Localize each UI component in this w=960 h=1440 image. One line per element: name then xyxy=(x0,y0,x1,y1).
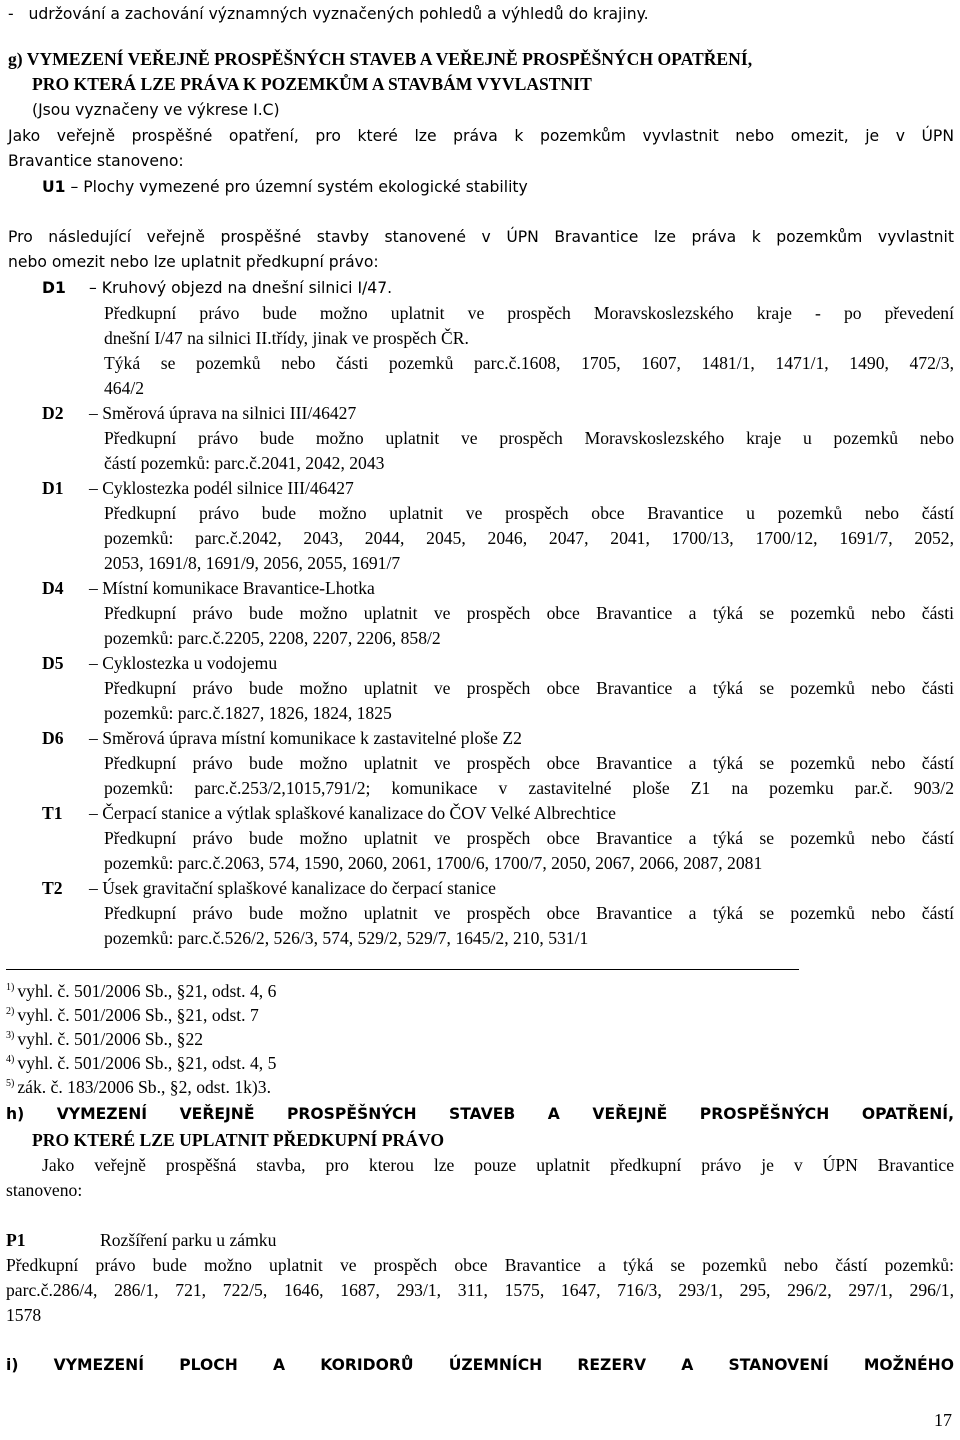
item-header xyxy=(42,651,277,675)
item-line: Předkupní právo bude možno uplatnit ve prospěch obce Bravantice a týká se pozemků nebo části xyxy=(104,678,954,698)
p1-header xyxy=(6,1228,276,1252)
item-header xyxy=(42,476,354,500)
item-code: T2 xyxy=(42,878,63,898)
item-title: – Směrová úprava místní komunikace k zastavitelné ploše Z2 xyxy=(89,728,522,748)
footnote-text: vyhl. č. 501/2006 Sb., §21, odst. 4, 5 xyxy=(17,1053,277,1073)
footnote-text: vyhl. č. 501/2006 Sb., §21, odst. 4, 6 xyxy=(17,981,277,1001)
item-code: T1 xyxy=(42,803,63,823)
item-line: pozemků: parc.č.2205, 2208, 2207, 2206, 858/2 xyxy=(104,628,441,648)
footnote-text: vyhl. č. 501/2006 Sb., §21, odst. 7 xyxy=(17,1005,259,1025)
u1-code: U1 xyxy=(42,178,66,196)
item-line: pozemků: parc.č.526/2, 526/3, 574, 529/2, 529/7, 1645/2, 210, 531/1 xyxy=(104,928,589,948)
p1-line3: 1578 xyxy=(6,1305,42,1325)
section-h-para-line2: stanoveno: xyxy=(6,1180,83,1200)
item-header xyxy=(42,276,392,300)
item-line: pozemků: parc.č.253/2,1015,791/2; komunikace v zastavitelné ploše Z1 na pozemku par.č. 903/2 xyxy=(104,778,954,798)
item-line: Předkupní právo bude možno uplatnit ve prospěch Moravskoslezského kraje - po převedení xyxy=(104,303,954,323)
item-code: D5 xyxy=(42,653,64,673)
item-line: pozemků: parc.č.2063, 574, 1590, 2060, 2061, 1700/6, 1700/7, 2050, 2067, 2066, 2087, 2081 xyxy=(104,853,763,873)
footnote xyxy=(6,979,276,1003)
section-h-para-line1: Jako veřejně prospěšná stavba, pro kterou lze pouze uplatnit předkupní právo je v ÚPN Bravantice xyxy=(42,1155,954,1175)
footnote-text: vyhl. č. 501/2006 Sb., §22 xyxy=(17,1029,204,1049)
section-g-para1-line1: Jako veřejně prospěšné opatření, pro které lze práva k pozemkům vyvlastnit nebo omezit, je v ÚPN xyxy=(8,127,954,145)
item-code: D2 xyxy=(42,403,64,423)
item-line: Předkupní právo bude možno uplatnit ve prospěch obce Bravantice a týká se pozemků nebo částí xyxy=(104,753,954,773)
item-line: pozemků: parc.č.2042, 2043, 2044, 2045, 2046, 2047, 2041, 1700/13, 1700/12, 1691/7, 2052, xyxy=(104,528,954,548)
footnote-mark: 1) xyxy=(6,982,15,993)
footnote xyxy=(6,1075,271,1099)
footnote-mark: 5) xyxy=(6,1078,15,1089)
section-i-heading-line1: i) VYMEZENÍ PLOCH A KORIDORŮ ÚZEMNÍCH REZERV A STANOVENÍ MOŽNÉHO xyxy=(6,1356,954,1374)
item-title: – Cyklostezka podél silnice III/46427 xyxy=(89,478,354,498)
page-number: 17 xyxy=(934,1410,952,1430)
item-title: – Kruhový objezd na dnešní silnici I/47. xyxy=(89,279,393,297)
section-g-heading-line2: PRO KTERÁ LZE PRÁVA K POZEMKŮM A STAVBÁM VYVLASTNIT xyxy=(32,74,592,94)
footnote xyxy=(6,1027,203,1051)
item-line: Předkupní právo bude možno uplatnit ve prospěch obce Bravantice a týká se pozemků nebo částí xyxy=(104,828,954,848)
item-line: pozemků: parc.č.1827, 1826, 1824, 1825 xyxy=(104,703,392,723)
p1-line2: parc.č.286/4, 286/1, 721, 722/5, 1646, 1687, 293/1, 311, 1575, 1647, 716/3, 293/1, 295, 296/2, 297/1, 296/1, xyxy=(6,1280,954,1300)
item-line: Předkupní právo bude možno uplatnit ve prospěch obce Bravantice a týká se pozemků nebo části xyxy=(104,603,954,623)
section-h-heading-line2: PRO KTERÉ LZE UPLATNIT PŘEDKUPNÍ PRÁVO xyxy=(32,1130,445,1150)
item-line: Předkupní právo bude možno uplatnit ve prospěch obce Bravantice a týká se pozemků nebo částí xyxy=(104,903,954,923)
item-line: Předkupní právo bude možno uplatnit ve prospěch Moravskoslezského kraje u pozemků nebo xyxy=(104,428,954,448)
item-line: Předkupní právo bude možno uplatnit ve prospěch obce Bravantice u pozemků nebo částí xyxy=(104,503,954,523)
item-header xyxy=(42,576,375,600)
p1-line1: Předkupní právo bude možno uplatnit ve prospěch obce Bravantice a týká se pozemků nebo částí pozemků: xyxy=(6,1255,954,1275)
section-g-para2-line2: nebo omezit nebo lze uplatnit předkupní právo: xyxy=(8,253,379,271)
section-g-heading-line1: g) VYMEZENÍ VEŘEJNĚ PROSPĚŠNÝCH STAVEB A VEŘEJNĚ PROSPĚŠNÝCH OPATŘENÍ, xyxy=(8,49,753,69)
item-code: D4 xyxy=(42,578,64,598)
item-title: – Čerpací stanice a výtlak splaškové kanalizace do ČOV Velké Albrechtice xyxy=(89,803,616,823)
item-title: – Místní komunikace Bravantice-Lhotka xyxy=(89,578,375,598)
intro-bullet: - udržování a zachování významných vyznačených pohledů a výhledů do krajiny. xyxy=(8,5,649,23)
footnote-mark: 2) xyxy=(6,1006,15,1017)
item-title: – Směrová úprava na silnici III/46427 xyxy=(89,403,357,423)
item-title: – Cyklostezka u vodojemu xyxy=(89,653,278,673)
p1-code: P1 xyxy=(6,1230,26,1250)
item-code: D1 xyxy=(42,478,64,498)
footnote-text: zák. č. 183/2006 Sb., §2, odst. 1k)3. xyxy=(17,1077,271,1097)
footnote-mark: 4) xyxy=(6,1054,15,1065)
footnote xyxy=(6,1003,259,1027)
footnote-mark: 3) xyxy=(6,1030,15,1041)
item-header xyxy=(42,801,616,825)
item-header xyxy=(42,876,496,900)
p1-title: Rozšíření parku u zámku xyxy=(100,1230,277,1250)
item-title: – Úsek gravitační splaškové kanalizace do čerpací stanice xyxy=(89,878,496,898)
item-header xyxy=(42,726,522,750)
section-h-heading-line1: h) VYMEZENÍ VEŘEJNĚ PROSPĚŠNÝCH STAVEB A VEŘEJNĚ PROSPĚŠNÝCH OPATŘENÍ, xyxy=(6,1105,954,1123)
section-g-para2-line1: Pro následující veřejně prospěšné stavby stanovené v ÚPN Bravantice lze práva k pozemkům vyvlastnit xyxy=(8,228,954,246)
item-line: Týká se pozemků nebo části pozemků parc.č.1608, 1705, 1607, 1481/1, 1471/1, 1490, 472/3, xyxy=(104,353,954,373)
footnote xyxy=(6,1051,276,1075)
item-line: dnešní I/47 na silnici II.třídy, jinak ve prospěch ČR. xyxy=(104,328,469,348)
item-code: D6 xyxy=(42,728,64,748)
u1-item xyxy=(42,175,528,199)
item-line: 2053, 1691/8, 1691/9, 2056, 2055, 1691/7 xyxy=(104,553,401,573)
item-line: částí pozemků: parc.č.2041, 2042, 2043 xyxy=(104,453,385,473)
footnote-separator xyxy=(6,969,799,970)
u1-text: – Plochy vymezené pro územní systém ekologické stability xyxy=(70,178,528,196)
item-code: D1 xyxy=(42,279,66,297)
item-line: 464/2 xyxy=(104,378,145,398)
section-g-para1-line2: Bravantice stanoveno: xyxy=(8,152,184,170)
item-header xyxy=(42,401,356,425)
section-g-note: (Jsou vyznačeny ve výkrese I.C) xyxy=(32,101,280,119)
